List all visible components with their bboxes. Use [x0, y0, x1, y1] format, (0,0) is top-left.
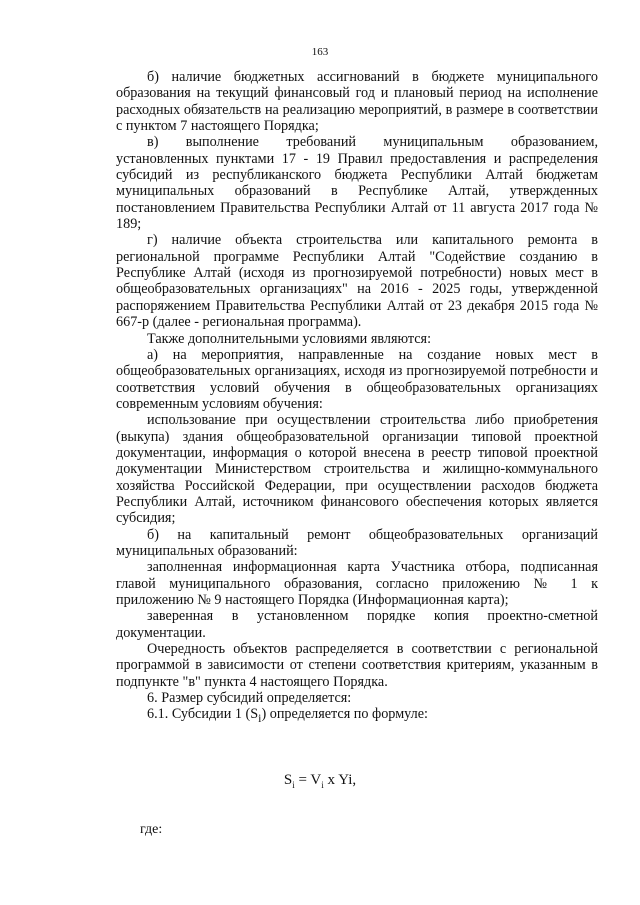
- document-body: [116, 69, 598, 727]
- paragraph: а) на мероприятия, направленные на создание новых мест в общеобразовательных организациях, исходя из прогнозируемой потребности и соответствия условий обучения в общеобразовательных организациях современным условиям обучения:: [116, 346, 598, 412]
- subsidy-intro-suffix: ) определяется по формуле:: [261, 706, 428, 723]
- paragraph: Также дополнительными условиями являются:: [147, 330, 432, 347]
- paragraph: использование при осуществлении строительства либо приобретения (выкупа) здания общеобразовательной организации типовой проектной документации, информация о которой внесена в реестр типовой проектной документации Министерством строительства и жилищно-коммунального хозяйства Российской Федерации, при осуществлении расходов бюджета Республики Алтай, источником финансового обеспечения которых является субсидия;: [116, 412, 598, 527]
- formula-s: S: [283, 772, 293, 788]
- paragraph: заверенная в установленном порядке копия проектно-сметной документации.: [116, 608, 598, 641]
- formula-equals-v: = V: [294, 772, 322, 788]
- paragraph: б) на капитальный ремонт общеобразовательных организаций муниципальных образований:: [116, 526, 598, 559]
- paragraph: в) выполнение требований муниципальным образованием, установленных пунктами 17 - 19 Правил предоставления и распределения субсидий из республиканского бюджета Республики Алтай бюджетам муниципальных образований в Республике Алтай, утвержденных постановлением Правительства Республики Алтай от 11 августа 2017 года № 189;: [116, 134, 598, 233]
- formula-tail: x Yi,: [323, 772, 357, 788]
- formula-s-subscript: i: [292, 780, 295, 790]
- subsidy-intro-prefix: 6.1. Субсидии 1 (S: [147, 706, 259, 723]
- paragraph: г) наличие объекта строительства или капитального ремонта в региональной программе Республики Алтай "Содействие созданию в Республике Алтай (исходя из прогнозируемой потребности) новых мест в общеобразовательных организациях" на 2016 - 2025 годы, утвержденной распоряжением Правительства Республики Алтай от 23 декабря 2015 года № 667-р (далее - региональная программа).: [116, 232, 598, 331]
- subsidy-intro-subscript: i: [258, 711, 262, 726]
- subsidy-formula-intro: [116, 706, 598, 726]
- formula-v-subscript: i: [321, 780, 324, 790]
- paragraph: б) наличие бюджетных ассигнований в бюджете муниципального образования на текущий финансовый год и плановый период на исполнение расходных обязательств на реализацию мероприятий, в размере в соответствии с пунктом 7 настоящего Порядка;: [116, 69, 598, 135]
- where-label: где:: [140, 822, 163, 837]
- subsidy-formula: [0, 772, 640, 790]
- paragraph: Очередность объектов распределяется в соответствии с региональной программой в зависимости от степени соответствия критериям, указанным в подпункте "в" пункта 4 настоящего Порядка.: [116, 641, 598, 690]
- paragraph: заполненная информационная карта Участника отбора, подписанная главой муниципального образования, согласно приложению № 1 к приложению № 9 настоящего Порядка (Информационная карта);: [116, 559, 598, 608]
- page-number: 163: [311, 46, 329, 58]
- paragraph: 6. Размер субсидий определяется:: [147, 690, 352, 707]
